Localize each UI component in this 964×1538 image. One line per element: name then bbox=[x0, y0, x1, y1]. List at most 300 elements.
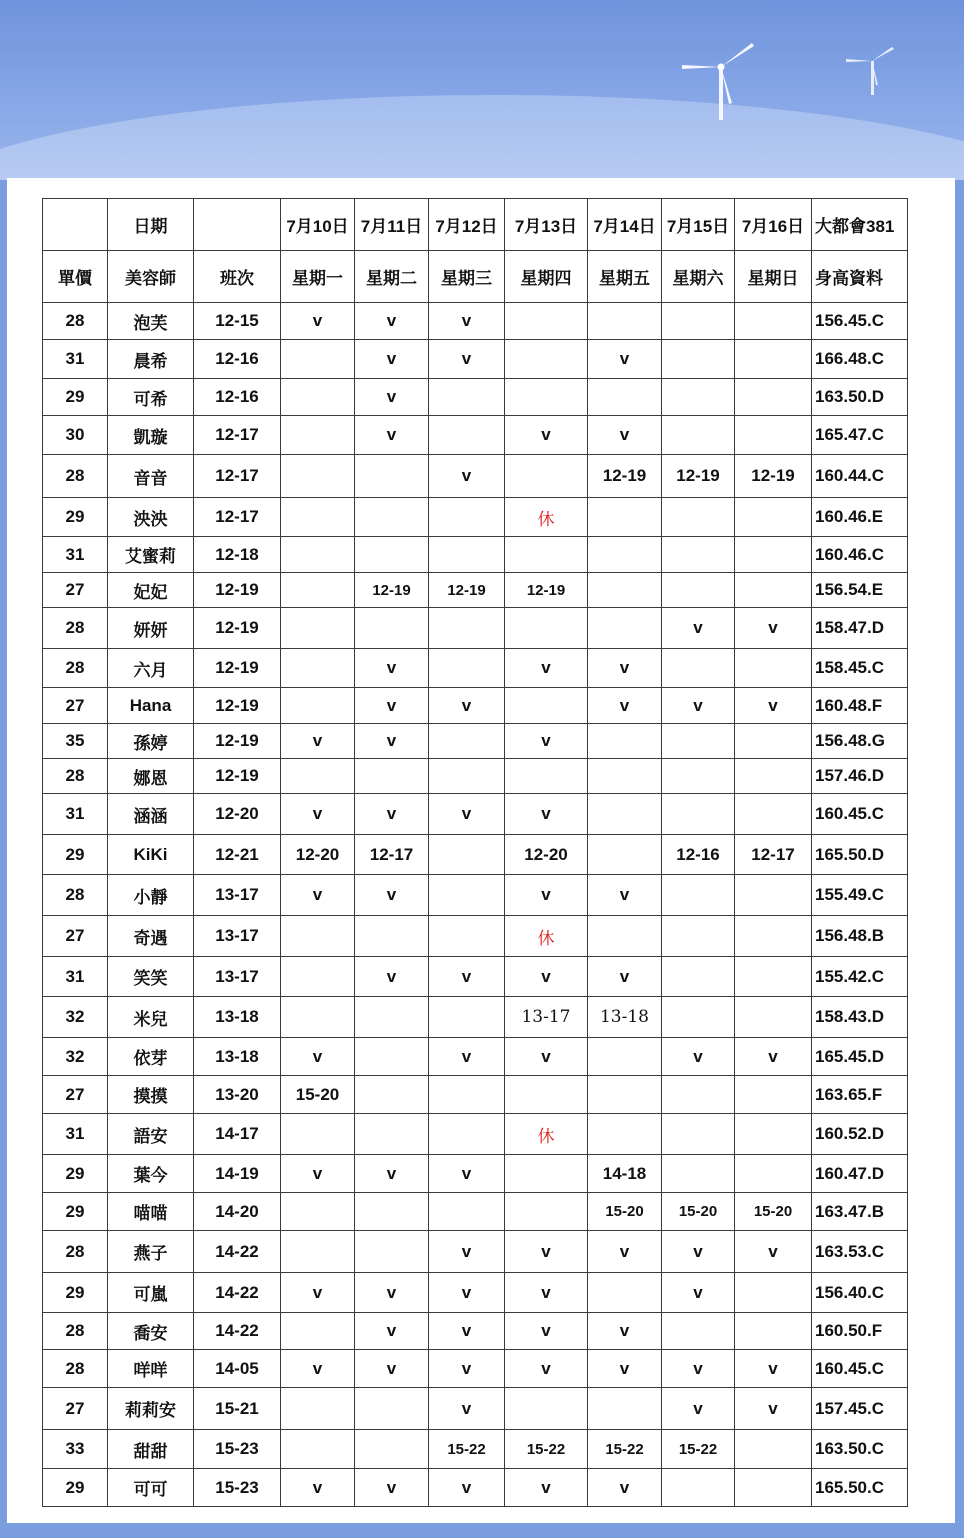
day-cell bbox=[429, 608, 505, 649]
day-cell: v bbox=[429, 1313, 505, 1350]
beautician-name-cell: 可可 bbox=[108, 1469, 194, 1507]
day-cell: 15-20 bbox=[588, 1193, 662, 1231]
height-data-cell: 158.47.D bbox=[812, 608, 908, 649]
shift-cell: 15-23 bbox=[194, 1469, 281, 1507]
day-cell bbox=[735, 794, 812, 835]
day-cell bbox=[355, 455, 429, 498]
price-cell: 31 bbox=[43, 340, 108, 379]
day-cell: v bbox=[281, 1273, 355, 1313]
day-cell: v bbox=[505, 649, 588, 688]
day-cell bbox=[735, 573, 812, 608]
price-cell: 28 bbox=[43, 1313, 108, 1350]
day-cell bbox=[735, 649, 812, 688]
day-cell: v bbox=[735, 1350, 812, 1388]
date-cell: 7月13日 bbox=[505, 199, 588, 251]
shift-cell: 12-19 bbox=[194, 688, 281, 724]
height-data-cell: 163.47.B bbox=[812, 1193, 908, 1231]
shift-cell: 12-19 bbox=[194, 573, 281, 608]
day-cell: v bbox=[735, 1038, 812, 1076]
beautician-name-cell: 奇遇 bbox=[108, 916, 194, 957]
date-cell: 7月16日 bbox=[735, 199, 812, 251]
day-cell bbox=[281, 573, 355, 608]
day-cell bbox=[662, 794, 735, 835]
table-row bbox=[43, 688, 908, 724]
beautician-name-cell: 妍妍 bbox=[108, 608, 194, 649]
price-cell: 27 bbox=[43, 573, 108, 608]
height-data-cell: 160.46.C bbox=[812, 537, 908, 573]
beautician-name-cell: 凱璇 bbox=[108, 416, 194, 455]
day-cell bbox=[505, 608, 588, 649]
day-cell: v bbox=[505, 724, 588, 759]
day-cell: v bbox=[429, 1388, 505, 1430]
day-cell bbox=[588, 1114, 662, 1155]
price-cell: 32 bbox=[43, 1038, 108, 1076]
day-cell: v bbox=[355, 724, 429, 759]
day-cell: v bbox=[588, 957, 662, 997]
day-cell: 12-19 bbox=[735, 455, 812, 498]
day-cell bbox=[735, 416, 812, 455]
price-cell: 30 bbox=[43, 416, 108, 455]
price-cell: 29 bbox=[43, 1469, 108, 1507]
height-data-cell: 160.44.C bbox=[812, 455, 908, 498]
day-cell: 12-16 bbox=[662, 835, 735, 875]
day-cell bbox=[281, 1114, 355, 1155]
day-cell: v bbox=[735, 1231, 812, 1273]
day-cell bbox=[281, 1388, 355, 1430]
weekday-cell: 星期四 bbox=[505, 251, 588, 303]
day-cell bbox=[505, 340, 588, 379]
day-cell bbox=[588, 759, 662, 794]
height-data-cell: 165.50.C bbox=[812, 1469, 908, 1507]
table-row bbox=[43, 608, 908, 649]
day-cell bbox=[735, 1273, 812, 1313]
price-cell: 28 bbox=[43, 608, 108, 649]
day-cell: v bbox=[505, 1313, 588, 1350]
date-cell: 7月11日 bbox=[355, 199, 429, 251]
day-cell bbox=[588, 916, 662, 957]
blank-header-cell bbox=[194, 199, 281, 251]
day-cell: v bbox=[588, 649, 662, 688]
height-data-cell: 165.50.D bbox=[812, 835, 908, 875]
day-cell: v bbox=[429, 340, 505, 379]
day-cell bbox=[429, 875, 505, 916]
table-row bbox=[43, 1155, 908, 1193]
day-cell: 13-17 bbox=[505, 997, 588, 1038]
price-cell: 28 bbox=[43, 455, 108, 498]
height-data-cell: 157.46.D bbox=[812, 759, 908, 794]
day-cell bbox=[355, 916, 429, 957]
day-cell bbox=[662, 649, 735, 688]
beautician-name-cell: Hana bbox=[108, 688, 194, 724]
schedule-table bbox=[42, 198, 908, 1507]
day-cell: v bbox=[735, 688, 812, 724]
table-row bbox=[43, 1469, 908, 1507]
table-row bbox=[43, 997, 908, 1038]
day-cell: v bbox=[355, 340, 429, 379]
weekday-header-row bbox=[43, 251, 908, 303]
beautician-name-cell: KiKi bbox=[108, 835, 194, 875]
table-row bbox=[43, 455, 908, 498]
day-cell bbox=[355, 759, 429, 794]
height-data-cell: 160.47.D bbox=[812, 1155, 908, 1193]
day-cell: v bbox=[429, 455, 505, 498]
day-cell: 13-18 bbox=[588, 997, 662, 1038]
day-cell: 12-17 bbox=[735, 835, 812, 875]
shift-cell: 14-17 bbox=[194, 1114, 281, 1155]
day-cell bbox=[662, 1313, 735, 1350]
day-cell bbox=[588, 835, 662, 875]
price-cell: 27 bbox=[43, 1076, 108, 1114]
day-cell: v bbox=[355, 794, 429, 835]
day-cell: v bbox=[662, 608, 735, 649]
day-cell bbox=[355, 537, 429, 573]
day-cell bbox=[429, 916, 505, 957]
day-cell bbox=[355, 498, 429, 537]
date-cell: 7月15日 bbox=[662, 199, 735, 251]
day-cell bbox=[735, 1114, 812, 1155]
day-cell bbox=[662, 1114, 735, 1155]
height-data-cell: 160.45.C bbox=[812, 1350, 908, 1388]
price-cell: 27 bbox=[43, 916, 108, 957]
beautician-name-cell: 小靜 bbox=[108, 875, 194, 916]
beautician-name-cell: 依芽 bbox=[108, 1038, 194, 1076]
height-data-cell: 160.50.F bbox=[812, 1313, 908, 1350]
shift-cell: 15-21 bbox=[194, 1388, 281, 1430]
beautician-name-cell: 涵涵 bbox=[108, 794, 194, 835]
beautician-name-cell: 孫婷 bbox=[108, 724, 194, 759]
day-cell: v bbox=[429, 1231, 505, 1273]
height-data-cell: 163.50.D bbox=[812, 379, 908, 416]
day-cell: v bbox=[355, 1273, 429, 1313]
table-row bbox=[43, 1231, 908, 1273]
shift-cell: 12-17 bbox=[194, 455, 281, 498]
day-cell bbox=[588, 724, 662, 759]
hill-decoration bbox=[0, 95, 964, 180]
shift-cell: 13-17 bbox=[194, 916, 281, 957]
day-cell: v bbox=[429, 688, 505, 724]
day-cell bbox=[355, 1114, 429, 1155]
day-cell bbox=[505, 1388, 588, 1430]
price-cell: 28 bbox=[43, 1231, 108, 1273]
price-cell: 29 bbox=[43, 1193, 108, 1231]
day-cell: 12-19 bbox=[662, 455, 735, 498]
price-cell: 31 bbox=[43, 794, 108, 835]
day-cell bbox=[662, 340, 735, 379]
day-cell: v bbox=[505, 1350, 588, 1388]
schedule-body bbox=[43, 199, 908, 1507]
beautician-name-cell: 音音 bbox=[108, 455, 194, 498]
day-cell bbox=[588, 1388, 662, 1430]
shift-cell: 12-19 bbox=[194, 649, 281, 688]
price-cell: 31 bbox=[43, 537, 108, 573]
day-cell: 12-19 bbox=[588, 455, 662, 498]
day-cell bbox=[281, 688, 355, 724]
day-cell bbox=[505, 1155, 588, 1193]
weekday-cell: 星期三 bbox=[429, 251, 505, 303]
height-data-cell: 156.45.C bbox=[812, 303, 908, 340]
day-cell bbox=[429, 724, 505, 759]
day-cell bbox=[281, 1430, 355, 1469]
date-header-row bbox=[43, 199, 908, 251]
day-cell: 休 bbox=[505, 916, 588, 957]
table-row bbox=[43, 1350, 908, 1388]
brand-title: 大都會381 bbox=[812, 199, 908, 251]
day-cell: v bbox=[281, 1155, 355, 1193]
date-cell: 7月12日 bbox=[429, 199, 505, 251]
sky-banner bbox=[0, 0, 964, 180]
day-cell bbox=[281, 916, 355, 957]
day-cell bbox=[355, 1231, 429, 1273]
weekday-cell-saturday: 星期六 bbox=[662, 251, 735, 303]
beautician-name-cell: 莉莉安 bbox=[108, 1388, 194, 1430]
beautician-name-cell: 艾蜜莉 bbox=[108, 537, 194, 573]
table-row bbox=[43, 649, 908, 688]
shift-cell: 13-18 bbox=[194, 1038, 281, 1076]
day-cell: 12-19 bbox=[429, 573, 505, 608]
day-cell: v bbox=[505, 1231, 588, 1273]
beautician-name-cell: 六月 bbox=[108, 649, 194, 688]
day-cell: 15-22 bbox=[662, 1430, 735, 1469]
day-cell: v bbox=[662, 1350, 735, 1388]
height-data-cell: 157.45.C bbox=[812, 1388, 908, 1430]
day-cell bbox=[588, 303, 662, 340]
day-cell bbox=[281, 455, 355, 498]
height-data-cell: 156.48.B bbox=[812, 916, 908, 957]
day-cell: v bbox=[355, 1155, 429, 1193]
day-cell bbox=[281, 1231, 355, 1273]
beautician-label: 美容師 bbox=[108, 251, 194, 303]
table-row bbox=[43, 759, 908, 794]
day-cell: v bbox=[281, 875, 355, 916]
day-cell: v bbox=[429, 1350, 505, 1388]
day-cell bbox=[429, 997, 505, 1038]
table-row bbox=[43, 340, 908, 379]
day-cell: v bbox=[505, 416, 588, 455]
day-cell: v bbox=[355, 416, 429, 455]
price-cell: 27 bbox=[43, 1388, 108, 1430]
height-data-cell: 160.48.F bbox=[812, 688, 908, 724]
day-cell bbox=[735, 379, 812, 416]
shift-cell: 13-17 bbox=[194, 957, 281, 997]
day-cell bbox=[429, 416, 505, 455]
day-cell: 休 bbox=[505, 498, 588, 537]
day-cell: v bbox=[355, 957, 429, 997]
day-cell: v bbox=[281, 794, 355, 835]
day-cell: v bbox=[505, 1038, 588, 1076]
day-cell bbox=[505, 537, 588, 573]
day-cell: v bbox=[662, 1273, 735, 1313]
day-cell: v bbox=[429, 1273, 505, 1313]
day-cell bbox=[662, 1155, 735, 1193]
table-row bbox=[43, 1076, 908, 1114]
height-data-cell: 163.53.C bbox=[812, 1231, 908, 1273]
day-cell: 14-18 bbox=[588, 1155, 662, 1193]
day-cell: 15-22 bbox=[505, 1430, 588, 1469]
price-cell: 28 bbox=[43, 759, 108, 794]
table-row bbox=[43, 1273, 908, 1313]
day-cell bbox=[662, 759, 735, 794]
shift-cell: 12-16 bbox=[194, 340, 281, 379]
day-cell: 15-20 bbox=[735, 1193, 812, 1231]
table-row bbox=[43, 794, 908, 835]
table-row bbox=[43, 303, 908, 340]
day-cell: v bbox=[355, 1350, 429, 1388]
day-cell bbox=[505, 1076, 588, 1114]
day-cell: 15-22 bbox=[429, 1430, 505, 1469]
table-row bbox=[43, 916, 908, 957]
day-cell: v bbox=[505, 875, 588, 916]
day-cell bbox=[281, 997, 355, 1038]
day-cell bbox=[281, 498, 355, 537]
day-cell bbox=[588, 1076, 662, 1114]
shift-cell: 12-19 bbox=[194, 724, 281, 759]
weekday-cell: 星期五 bbox=[588, 251, 662, 303]
day-cell: v bbox=[281, 1469, 355, 1507]
shift-cell: 12-18 bbox=[194, 537, 281, 573]
price-cell: 31 bbox=[43, 957, 108, 997]
shift-cell: 12-16 bbox=[194, 379, 281, 416]
day-cell: 15-22 bbox=[588, 1430, 662, 1469]
shift-cell: 13-17 bbox=[194, 875, 281, 916]
date-cell: 7月10日 bbox=[281, 199, 355, 251]
day-cell: v bbox=[429, 1038, 505, 1076]
table-row bbox=[43, 1388, 908, 1430]
wind-turbine-icon bbox=[840, 45, 900, 95]
day-cell: 12-17 bbox=[355, 835, 429, 875]
day-cell bbox=[662, 379, 735, 416]
day-cell bbox=[662, 957, 735, 997]
beautician-name-cell: 喬安 bbox=[108, 1313, 194, 1350]
height-data-cell: 163.50.C bbox=[812, 1430, 908, 1469]
day-cell bbox=[505, 379, 588, 416]
day-cell bbox=[505, 303, 588, 340]
day-cell bbox=[505, 688, 588, 724]
beautician-name-cell: 娜恩 bbox=[108, 759, 194, 794]
day-cell bbox=[281, 379, 355, 416]
day-cell bbox=[355, 997, 429, 1038]
price-cell: 27 bbox=[43, 688, 108, 724]
day-cell: v bbox=[505, 957, 588, 997]
wind-turbine-icon bbox=[670, 35, 760, 120]
table-row bbox=[43, 1313, 908, 1350]
height-data-cell: 158.45.C bbox=[812, 649, 908, 688]
day-cell bbox=[735, 498, 812, 537]
day-cell bbox=[588, 498, 662, 537]
price-cell: 29 bbox=[43, 1155, 108, 1193]
day-cell bbox=[662, 997, 735, 1038]
day-cell bbox=[281, 759, 355, 794]
day-cell bbox=[588, 573, 662, 608]
day-cell bbox=[735, 916, 812, 957]
day-cell bbox=[662, 916, 735, 957]
table-row bbox=[43, 724, 908, 759]
day-cell bbox=[355, 1193, 429, 1231]
day-cell bbox=[429, 1114, 505, 1155]
day-cell bbox=[662, 724, 735, 759]
day-cell bbox=[735, 303, 812, 340]
day-cell: v bbox=[281, 724, 355, 759]
day-cell bbox=[588, 379, 662, 416]
height-data-cell: 163.65.F bbox=[812, 1076, 908, 1114]
shift-cell: 12-15 bbox=[194, 303, 281, 340]
day-cell bbox=[355, 608, 429, 649]
day-cell bbox=[281, 416, 355, 455]
day-cell: v bbox=[355, 875, 429, 916]
day-cell bbox=[281, 1313, 355, 1350]
table-row bbox=[43, 537, 908, 573]
weekday-cell: 星期一 bbox=[281, 251, 355, 303]
shift-cell: 13-20 bbox=[194, 1076, 281, 1114]
beautician-name-cell: 語安 bbox=[108, 1114, 194, 1155]
shift-cell: 12-19 bbox=[194, 608, 281, 649]
date-cell: 7月14日 bbox=[588, 199, 662, 251]
price-cell: 29 bbox=[43, 1273, 108, 1313]
table-row bbox=[43, 498, 908, 537]
beautician-name-cell: 泡芙 bbox=[108, 303, 194, 340]
day-cell bbox=[662, 498, 735, 537]
day-cell bbox=[588, 794, 662, 835]
day-cell: v bbox=[281, 1038, 355, 1076]
shift-cell: 12-20 bbox=[194, 794, 281, 835]
day-cell bbox=[429, 835, 505, 875]
day-cell bbox=[588, 608, 662, 649]
height-label: 身高資料 bbox=[812, 251, 908, 303]
day-cell bbox=[662, 1469, 735, 1507]
day-cell: v bbox=[429, 1155, 505, 1193]
day-cell: v bbox=[735, 1388, 812, 1430]
day-cell: v bbox=[355, 303, 429, 340]
height-data-cell: 156.54.E bbox=[812, 573, 908, 608]
height-data-cell: 160.52.D bbox=[812, 1114, 908, 1155]
day-cell: v bbox=[588, 340, 662, 379]
shift-cell: 14-22 bbox=[194, 1231, 281, 1273]
beautician-name-cell: 泱泱 bbox=[108, 498, 194, 537]
weekday-cell: 星期二 bbox=[355, 251, 429, 303]
day-cell bbox=[735, 537, 812, 573]
day-cell: v bbox=[588, 416, 662, 455]
day-cell: v bbox=[429, 303, 505, 340]
beautician-name-cell: 米兒 bbox=[108, 997, 194, 1038]
corner-cell bbox=[43, 199, 108, 251]
shift-cell: 15-23 bbox=[194, 1430, 281, 1469]
height-data-cell: 166.48.C bbox=[812, 340, 908, 379]
day-cell bbox=[429, 379, 505, 416]
day-cell: v bbox=[429, 1469, 505, 1507]
shift-cell: 12-17 bbox=[194, 498, 281, 537]
day-cell bbox=[735, 1469, 812, 1507]
day-cell: v bbox=[505, 794, 588, 835]
shift-cell: 14-22 bbox=[194, 1313, 281, 1350]
shift-cell: 14-05 bbox=[194, 1350, 281, 1388]
day-cell: v bbox=[588, 875, 662, 916]
beautician-name-cell: 咩咩 bbox=[108, 1350, 194, 1388]
day-cell bbox=[429, 649, 505, 688]
day-cell bbox=[281, 957, 355, 997]
day-cell bbox=[281, 340, 355, 379]
height-data-cell: 165.47.C bbox=[812, 416, 908, 455]
day-cell bbox=[735, 957, 812, 997]
shift-cell: 14-19 bbox=[194, 1155, 281, 1193]
day-cell: 12-19 bbox=[355, 573, 429, 608]
shift-cell: 14-22 bbox=[194, 1273, 281, 1313]
date-label: 日期 bbox=[108, 199, 194, 251]
day-cell: v bbox=[505, 1273, 588, 1313]
weekday-cell-sunday: 星期日 bbox=[735, 251, 812, 303]
table-row bbox=[43, 1038, 908, 1076]
day-cell: v bbox=[662, 1038, 735, 1076]
day-cell bbox=[588, 1273, 662, 1313]
day-cell: v bbox=[355, 649, 429, 688]
